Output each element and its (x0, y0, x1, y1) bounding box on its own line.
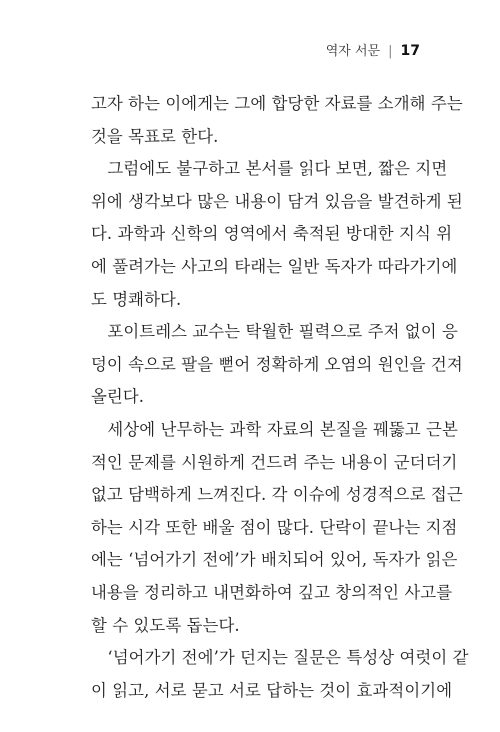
section-title: 역자 서문 (325, 44, 381, 59)
text-line: 다. 과학과 신학의 영역에서 축적된 방대한 지식 위 (91, 224, 453, 244)
body-text (91, 88, 469, 707)
text-line: 도 명쾌하다. (91, 289, 182, 309)
text-line: 이 읽고, 서로 묻고 서로 답하는 것이 효과적이기에 (91, 680, 453, 700)
text-line: 덩이 속으로 팔을 뻗어 정확하게 오염의 원인을 건져 (91, 354, 463, 374)
text-line: 하는 시각 또한 배울 점이 많다. 단락이 끝나는 지점 (91, 517, 458, 537)
text-line: 할 수 있도록 돕는다. (91, 615, 240, 635)
text-line: 없고 담백하게 느껴진다. 각 이슈에 성경적으로 접근 (91, 485, 463, 505)
text-line: 적인 문제를 시원하게 건드려 주는 내용이 군더더기 (91, 452, 458, 472)
page-number: 17 (400, 43, 420, 59)
text-line: ‘넘어가기 전에’가 던지는 질문은 특성상 여럿이 같 (107, 648, 469, 668)
text-line: 것을 목표로 한다. (91, 126, 219, 146)
text-line: 그럼에도 불구하고 본서를 읽다 보면, 짧은 지면 (107, 159, 448, 179)
text-line: 에는 ‘넘어가기 전에’가 배치되어 있어, 독자가 읽은 (91, 550, 458, 570)
text-line: 에 풀려가는 사고의 타래는 일반 독자가 따라가기에 (91, 256, 458, 276)
text-line: 위에 생각보다 많은 내용이 담겨 있음을 발견하게 된 (91, 191, 463, 211)
text-line: 세상에 난무하는 과학 자료의 본질을 꿰뚫고 근본 (107, 419, 458, 439)
running-header (326, 40, 420, 59)
text-line: 포이트레스 교수는 탁월한 필력으로 주저 없이 응 (107, 322, 458, 342)
text-line: 올린다. (91, 387, 145, 407)
header-separator: | (388, 44, 393, 59)
text-line: 고자 하는 이에게는 그에 합당한 자료를 소개해 주는 (91, 94, 463, 113)
text-line: 내용을 정리하고 내면화하여 깊고 창의적인 사고를 (91, 582, 453, 602)
